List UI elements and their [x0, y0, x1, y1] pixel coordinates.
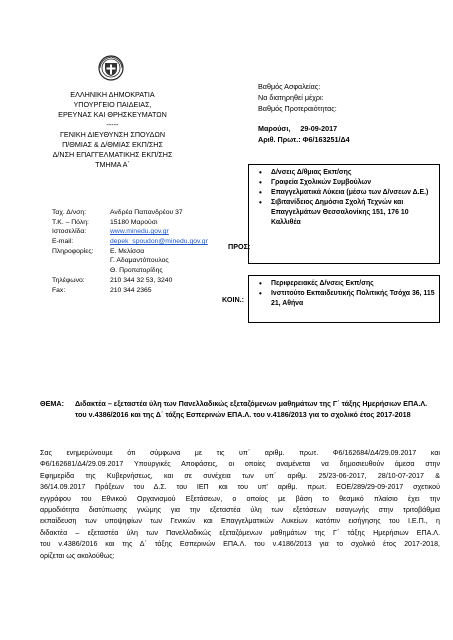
contact-key: Τηλέφωνο: [52, 276, 85, 284]
email-link[interactable]: depek_spoudon@minedu.gov.gr [110, 238, 208, 246]
protocol-number: Αριθ. Πρωτ.: Φ6/163251/Δ4 [258, 135, 350, 145]
subject-label: ΘΕΜΑ: [40, 399, 64, 408]
contact-value: Ανδρέα Παπανδρέου 37 [110, 209, 183, 216]
contact-key: E-mail: [52, 238, 74, 246]
contact-row [52, 276, 208, 286]
contact-row [52, 237, 208, 247]
security-degree: Βαθμός Ασφαλείας: [258, 82, 321, 91]
body-line: ορίζεται ως ακολούθως: [40, 551, 115, 560]
cc-item: • Ινστιτούτο Εκπαιδευτικής Πολιτικής Τσόχα 36, 115 21, Αθήνα [259, 289, 435, 309]
contact-value: 15180 Μαρούσι [110, 218, 158, 226]
contact-key: Πληροφορίες: [52, 247, 94, 255]
contact-value: Ε. Μελίσσα [110, 247, 145, 255]
contact-details [52, 208, 208, 295]
greek-emblem-icon [98, 55, 124, 81]
contact-row [52, 286, 208, 296]
contact-key: Τ.Κ. – Πόλη: [52, 218, 89, 226]
contact-row [52, 218, 208, 228]
contact-row [52, 247, 208, 257]
contact-row [52, 227, 208, 237]
cc-label: ΚΟΙΝ.: [222, 295, 245, 304]
contact-row [52, 256, 208, 266]
body-line: εγγράφου του Εθνικού Οργανισμού Εξετάσεων, ο οποίος με βάση το θεσμικό πλαίσιο έχει την [40, 494, 440, 503]
contact-key: Fax: [52, 286, 66, 294]
subject-block [40, 398, 440, 420]
contact-key [52, 256, 110, 266]
contact-value: 210 344 32 53, 3240 [110, 276, 173, 284]
header-line: ΤΜΗΜΑ Α΄ [95, 160, 130, 169]
body-line: εκπαίδευση των υποψηφίων των Γενικών και Επαγγελματικών Λυκείων κατόπιν εισήγησης του Ι.Ε.Π., η [40, 517, 440, 526]
website-link[interactable]: www.minedu.gov.gr [110, 228, 169, 236]
contact-value: 210 344 2365 [110, 286, 152, 294]
header-line: ΥΠΟΥΡΓΕΙΟ ΠΑΙΔΕΙΑΣ, [73, 100, 152, 109]
contact-row [52, 208, 208, 218]
contact-key: Ταχ. Δ/νση: [52, 209, 86, 216]
header-line: Δ/ΝΣΗ ΕΠΑΓΓΕΛΜΑΤΙΚΗΣ ΕΚΠ/ΣΗΣ [52, 150, 173, 159]
contact-value: Γ. Αδαμαντόπουλος [110, 257, 169, 265]
contact-value: Θ. Προπατορίδης [110, 267, 163, 275]
recipient-item: • Σιβιτανίδειος Δημόσια Σχολή Τεχνών και Επαγγελμάτων Θεσσαλονίκης 151, 176 10 Καλλιθέα [259, 198, 435, 228]
header-line: ΓΕΝΙΚΗ ΔΙΕΥΘΥΝΣΗ ΣΠΟΥΔΩΝ [59, 130, 166, 139]
recipient-item: • Επαγγελματικά Λύκεια (μέσω των Δ/νσεων Δ.Ε.) [259, 188, 435, 198]
body-paragraph [40, 448, 440, 562]
issuer-header [40, 90, 185, 170]
header-separator: ----- [106, 120, 119, 129]
body-line: Εφημερίδα της Κυβερνήσεως, και σε συνέχεια των υπ΄ αριθμ. 25/23-06-2017, 28/10-07-2017 & [40, 471, 440, 480]
header-line: Π/ΘΜΙΑΣ & Δ/ΘΜΙΑΣ ΕΚΠ/ΣΗΣ [62, 140, 163, 149]
to-recipients-box [248, 164, 440, 264]
contact-row [52, 266, 208, 276]
body-line: Φ6/162681/Δ4/29.09.2017 Υπουργικές Αποφάσεις, οι οποίες αναμένεται να δημοσιευθούν άμεσα στην [40, 460, 440, 469]
body-line: 36/14.09.2017 Πράξεων του Δ.Σ. του ΙΕΠ και του υπ' αριθμ. πρωτ. ΕΟΕ/289/29-09-2017 σχετικού [40, 483, 440, 492]
keep-until: Να διατηρηθεί μέχρι: [258, 92, 324, 102]
document-meta [258, 82, 350, 146]
priority-degree: Βαθμός Προτεραιότητας: [258, 103, 337, 113]
header-line: ΕΡΕΥΝΑΣ ΚΑΙ ΘΡΗΣΚΕΥΜΑΤΩΝ [58, 110, 167, 119]
to-label: ΠΡΟΣ: [228, 242, 251, 251]
header-line: ΕΛΛΗΝΙΚΗ ΔΗΜΟΚΡΑΤΙΑ [70, 90, 155, 99]
cc-item: • Περιφερειακές Δ/νσεις Εκπ/σης [259, 279, 435, 289]
body-line: αρμοδιότητα διατύπωσης γνώμης για την εξεταστέα ύλη των εξετάσεων εισαγωγής στην τριτοβάθμια [40, 506, 440, 515]
place-date: Μαρούσι, 29-09-2017 [258, 124, 338, 134]
body-line: Σας ενημερώνουμε ότι σύμφωνα με τις υπ΄ αριθμ. πρωτ. Φ6/162684/Δ4/29.09.2017 και [40, 449, 440, 457]
recipient-item: • Γραφεία Σχολικών Συμβούλων [259, 178, 435, 188]
subject-text: Διδακτέα – εξεταστέα ύλη των Πανελλαδικώς εξεταζόμενων μαθημάτων της Γ΄ τάξης Ημερήσιων ΕΠΑ.Λ. του ν.4386/2016 και της Δ΄ τάξης Εσπερινών ΕΠΑ.Λ. του ν.4186/2013 για το σχολικό έτος 2017-2018 [75, 399, 428, 419]
recipient-item: • Δ/νσεις Δ/θμιας Εκπ/σης [259, 168, 435, 178]
contact-key: Ιστοσελίδα: [52, 228, 87, 236]
body-line: διδακτέα – εξεταστέα ύλη των Πανελλαδικώς εξεταζόμενων μαθημάτων της Γ΄ τάξης Ημερήσιων ΕΠΑ.Λ. [40, 528, 440, 537]
body-line: του ν.4386/2016 και της Δ΄ τάξης Εσπερινών ΕΠΑ.Λ. του ν.4186/2013 για το σχολικό έτος 2017-2018, [40, 540, 440, 549]
contact-key [52, 266, 110, 276]
cc-recipients-box [248, 275, 440, 323]
